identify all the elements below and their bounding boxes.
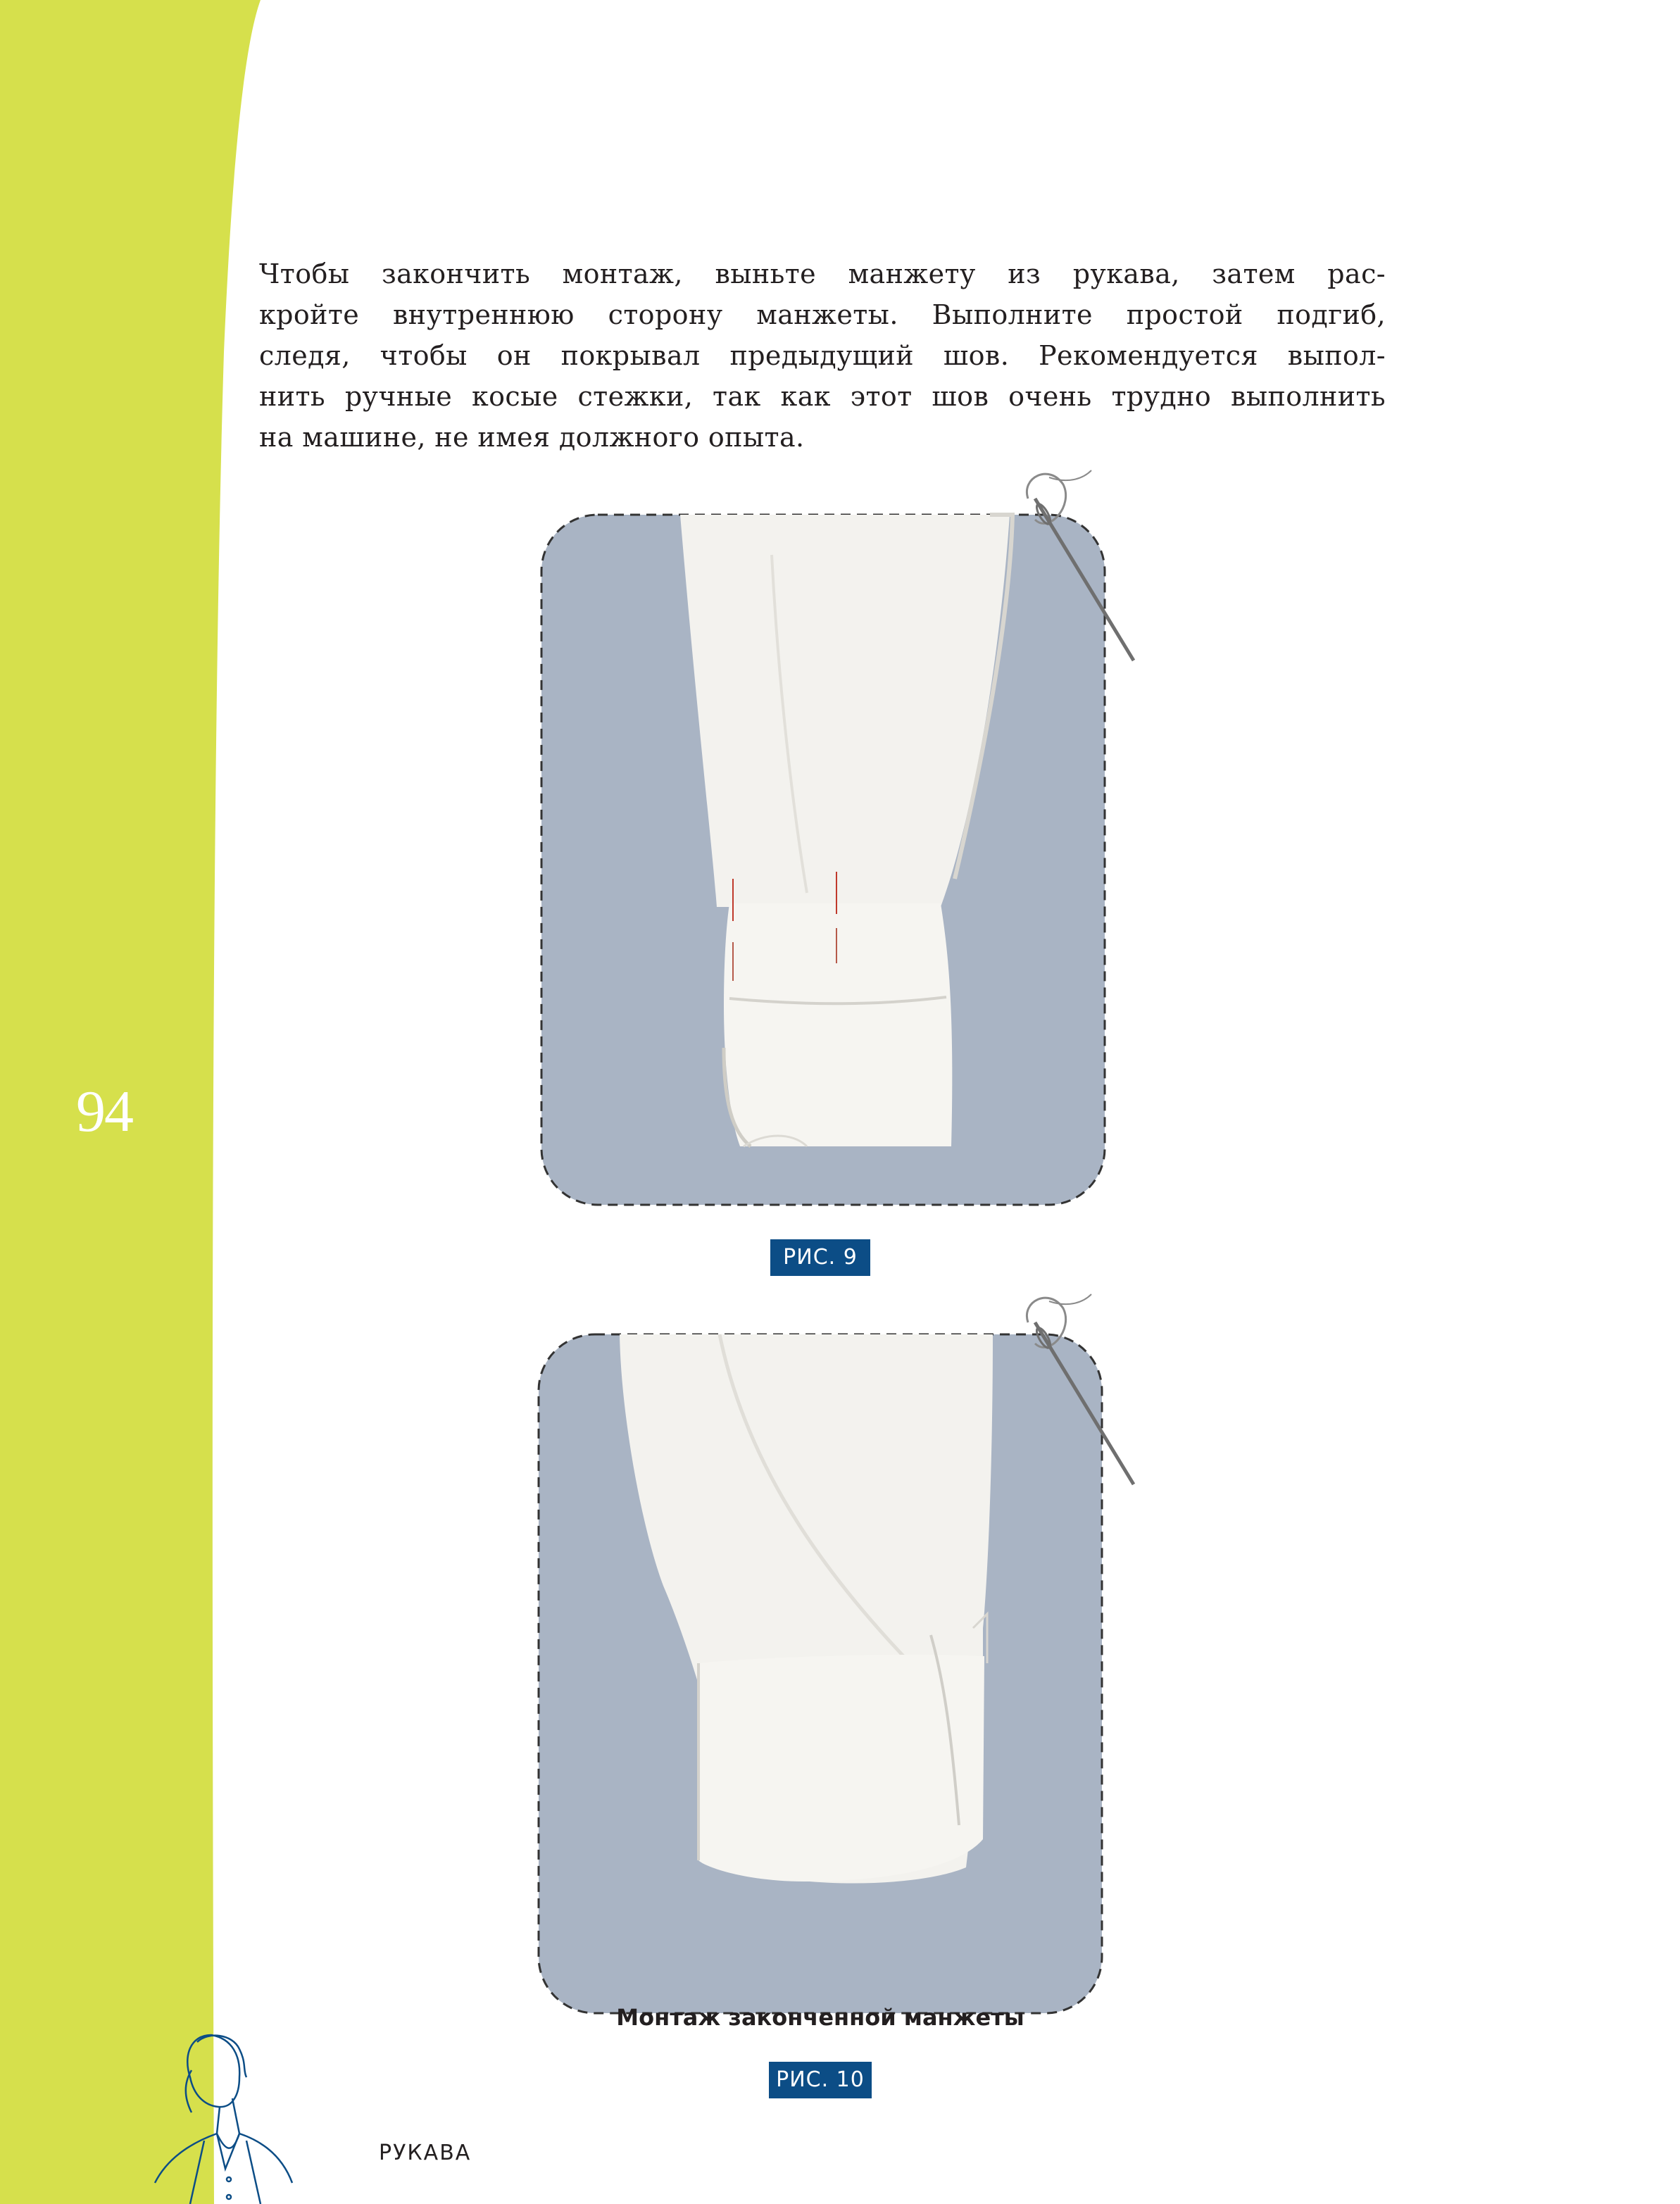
needle-icon (1007, 1280, 1162, 1491)
needle-icon (1007, 456, 1162, 668)
figure-10-label: РИС. 10 (769, 2062, 872, 2098)
body-line: следя, чтобы он покрывал предыдущий шов. Рекомендуется выпол- (259, 340, 1386, 371)
body-line: кройте внутреннюю сторону манжеты. Выполните простой подгиб, (259, 299, 1386, 330)
body-paragraph (259, 253, 1386, 458)
body-line: Чтобы закончить монтаж, выньте манжету из рукава, затем рас- (259, 258, 1386, 289)
section-title: РУКАВА (379, 2141, 472, 2165)
figure-9-label: РИС. 9 (770, 1239, 870, 1276)
figure-10-caption: Монтаж законченной манжеты (616, 2004, 1024, 2031)
woman-sketch-icon (141, 2028, 338, 2204)
body-line: на машине, не имея должного опыта. (259, 422, 805, 453)
page-number: 94 (76, 1079, 132, 1144)
body-line: нить ручные косые стежки, так как этот шов очень трудно выполнить (259, 381, 1386, 412)
